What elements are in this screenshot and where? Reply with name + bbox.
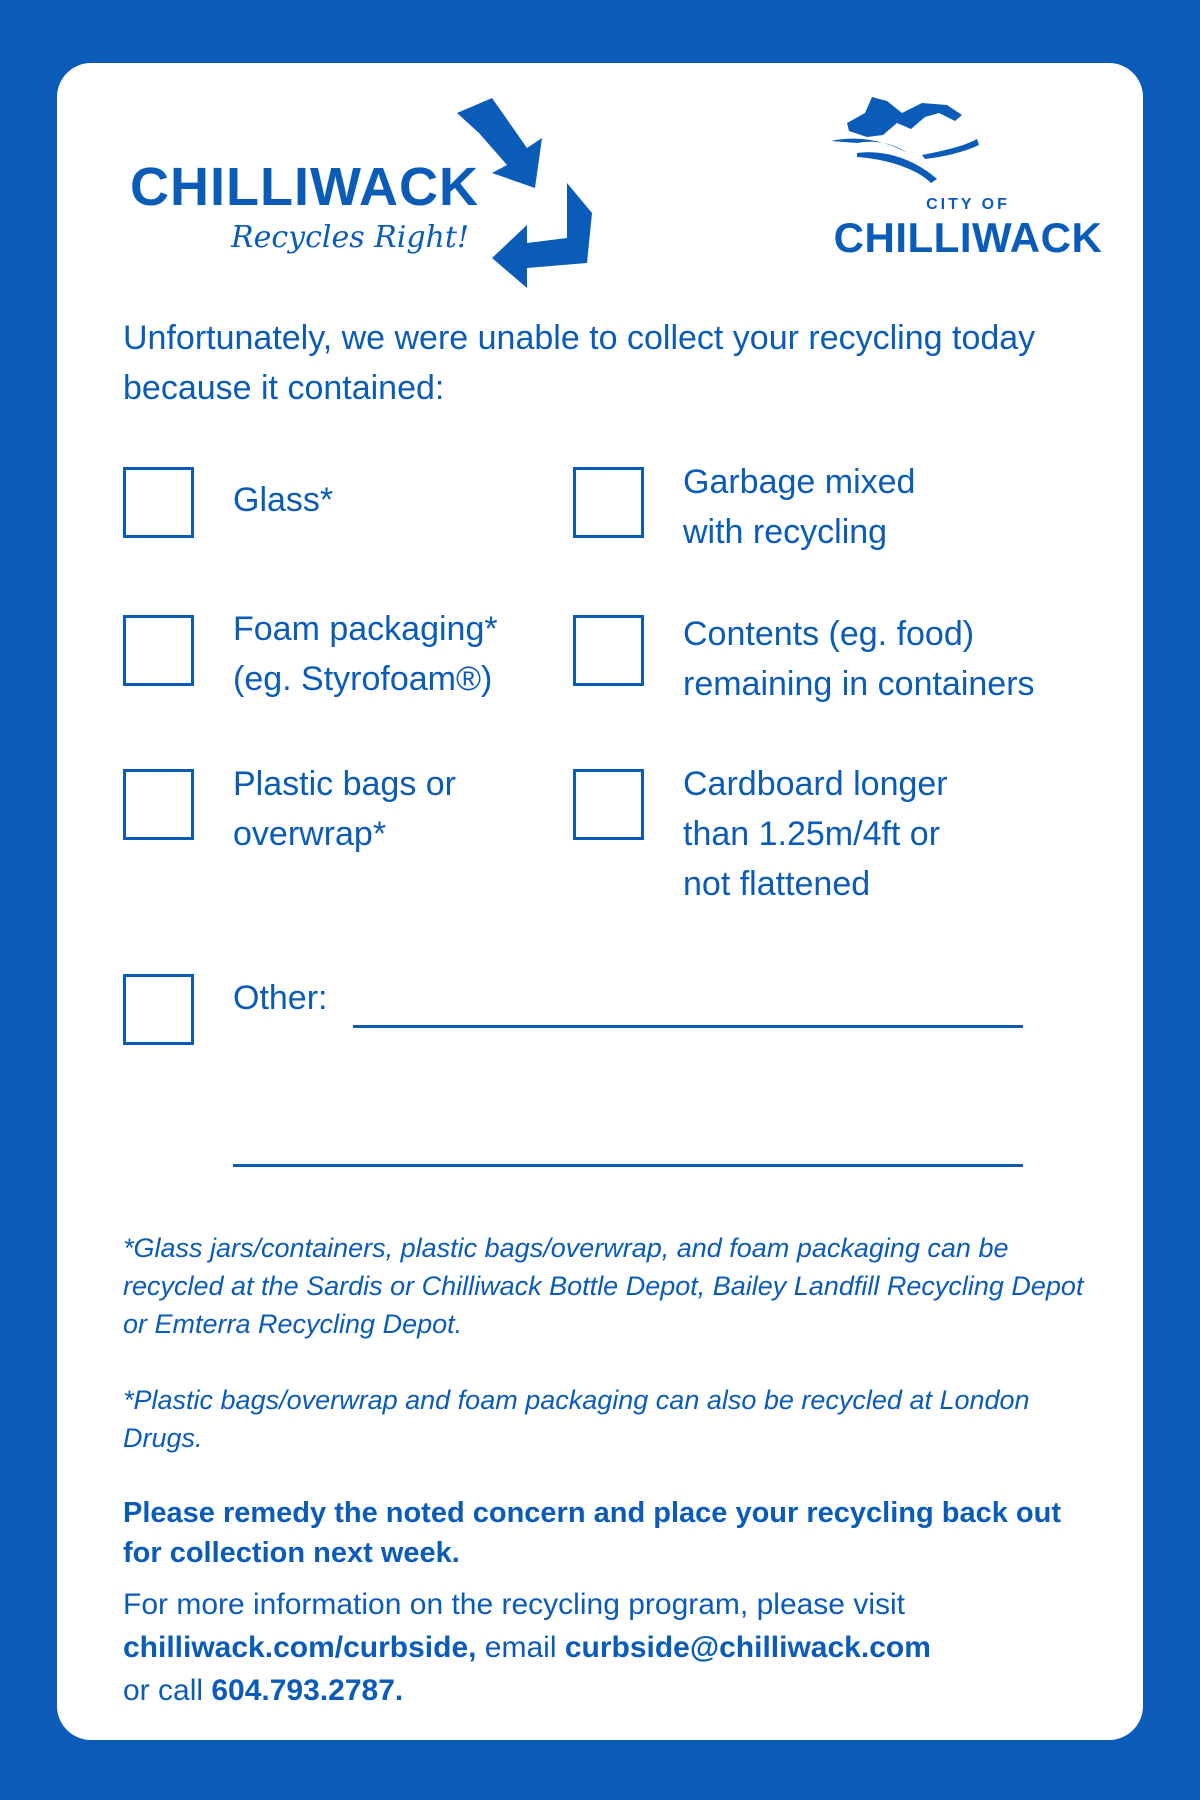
- email-link[interactable]: curbside@chilliwack.com: [564, 1631, 931, 1664]
- checkbox-glass[interactable]: [123, 467, 194, 538]
- call-label: or call: [123, 1674, 212, 1707]
- footnote-depots: *Glass jars/containers, plastic bags/overwrap, and foam packaging can be recycled at the Sardis or Chilliwack Bottle Depot, Bailey Landfill Recycling Depot or Emterra Recycling Depot.: [123, 1233, 1084, 1339]
- website-link[interactable]: chilliwack.com/curbside,: [123, 1631, 477, 1664]
- logo-wordmark: CHILLIWACK: [130, 157, 479, 217]
- checkbox-contents[interactable]: [573, 615, 644, 686]
- checkbox-garbage[interactable]: [573, 467, 644, 538]
- checkbox-cardboard[interactable]: [573, 769, 644, 840]
- contact-info: [123, 1583, 1123, 1712]
- checkbox-bags[interactable]: [123, 769, 194, 840]
- recycle-arrows-icon: [417, 93, 637, 293]
- checkbox-other[interactable]: [123, 974, 194, 1045]
- mountain-icon: [827, 95, 987, 195]
- checkbox-foam[interactable]: [123, 615, 194, 686]
- phone-number[interactable]: 604.793.2787.: [211, 1674, 404, 1707]
- option-contents-label: Contents (eg. food) remaining in containers: [683, 615, 1035, 703]
- option-bags-label: Plastic bags or overwrap*: [233, 765, 456, 853]
- option-other-label: Other:: [233, 979, 328, 1017]
- info-text: For more information on the recycling program, please visit: [123, 1588, 905, 1621]
- other-write-line-2[interactable]: [233, 1164, 1023, 1167]
- logo-city-name: CHILLIWACK: [833, 214, 1103, 261]
- intro-text: Unfortunately, we were unable to collect your recycling today because it contained:: [123, 319, 1036, 407]
- remedy-instruction: Please remedy the noted concern and place your recycling back out for collection next week.: [123, 1497, 1061, 1569]
- email-label: email: [476, 1631, 565, 1664]
- notice-card: [57, 63, 1143, 1740]
- footnote-london-drugs: *Plastic bags/overwrap and foam packaging can also be recycled at London Drugs.: [123, 1385, 1030, 1453]
- option-garbage-label: Garbage mixed with recycling: [683, 463, 916, 551]
- option-glass-label: Glass*: [233, 481, 334, 519]
- other-write-line-1[interactable]: [353, 1025, 1023, 1028]
- logo-tagline: Recycles Right!: [231, 220, 469, 255]
- logo-city-of: CITY OF: [926, 196, 1010, 213]
- option-foam-label: Foam packaging* (eg. Styrofoam®): [233, 610, 498, 698]
- option-cardboard-label: Cardboard longer than 1.25m/4ft or not flattened: [683, 765, 948, 903]
